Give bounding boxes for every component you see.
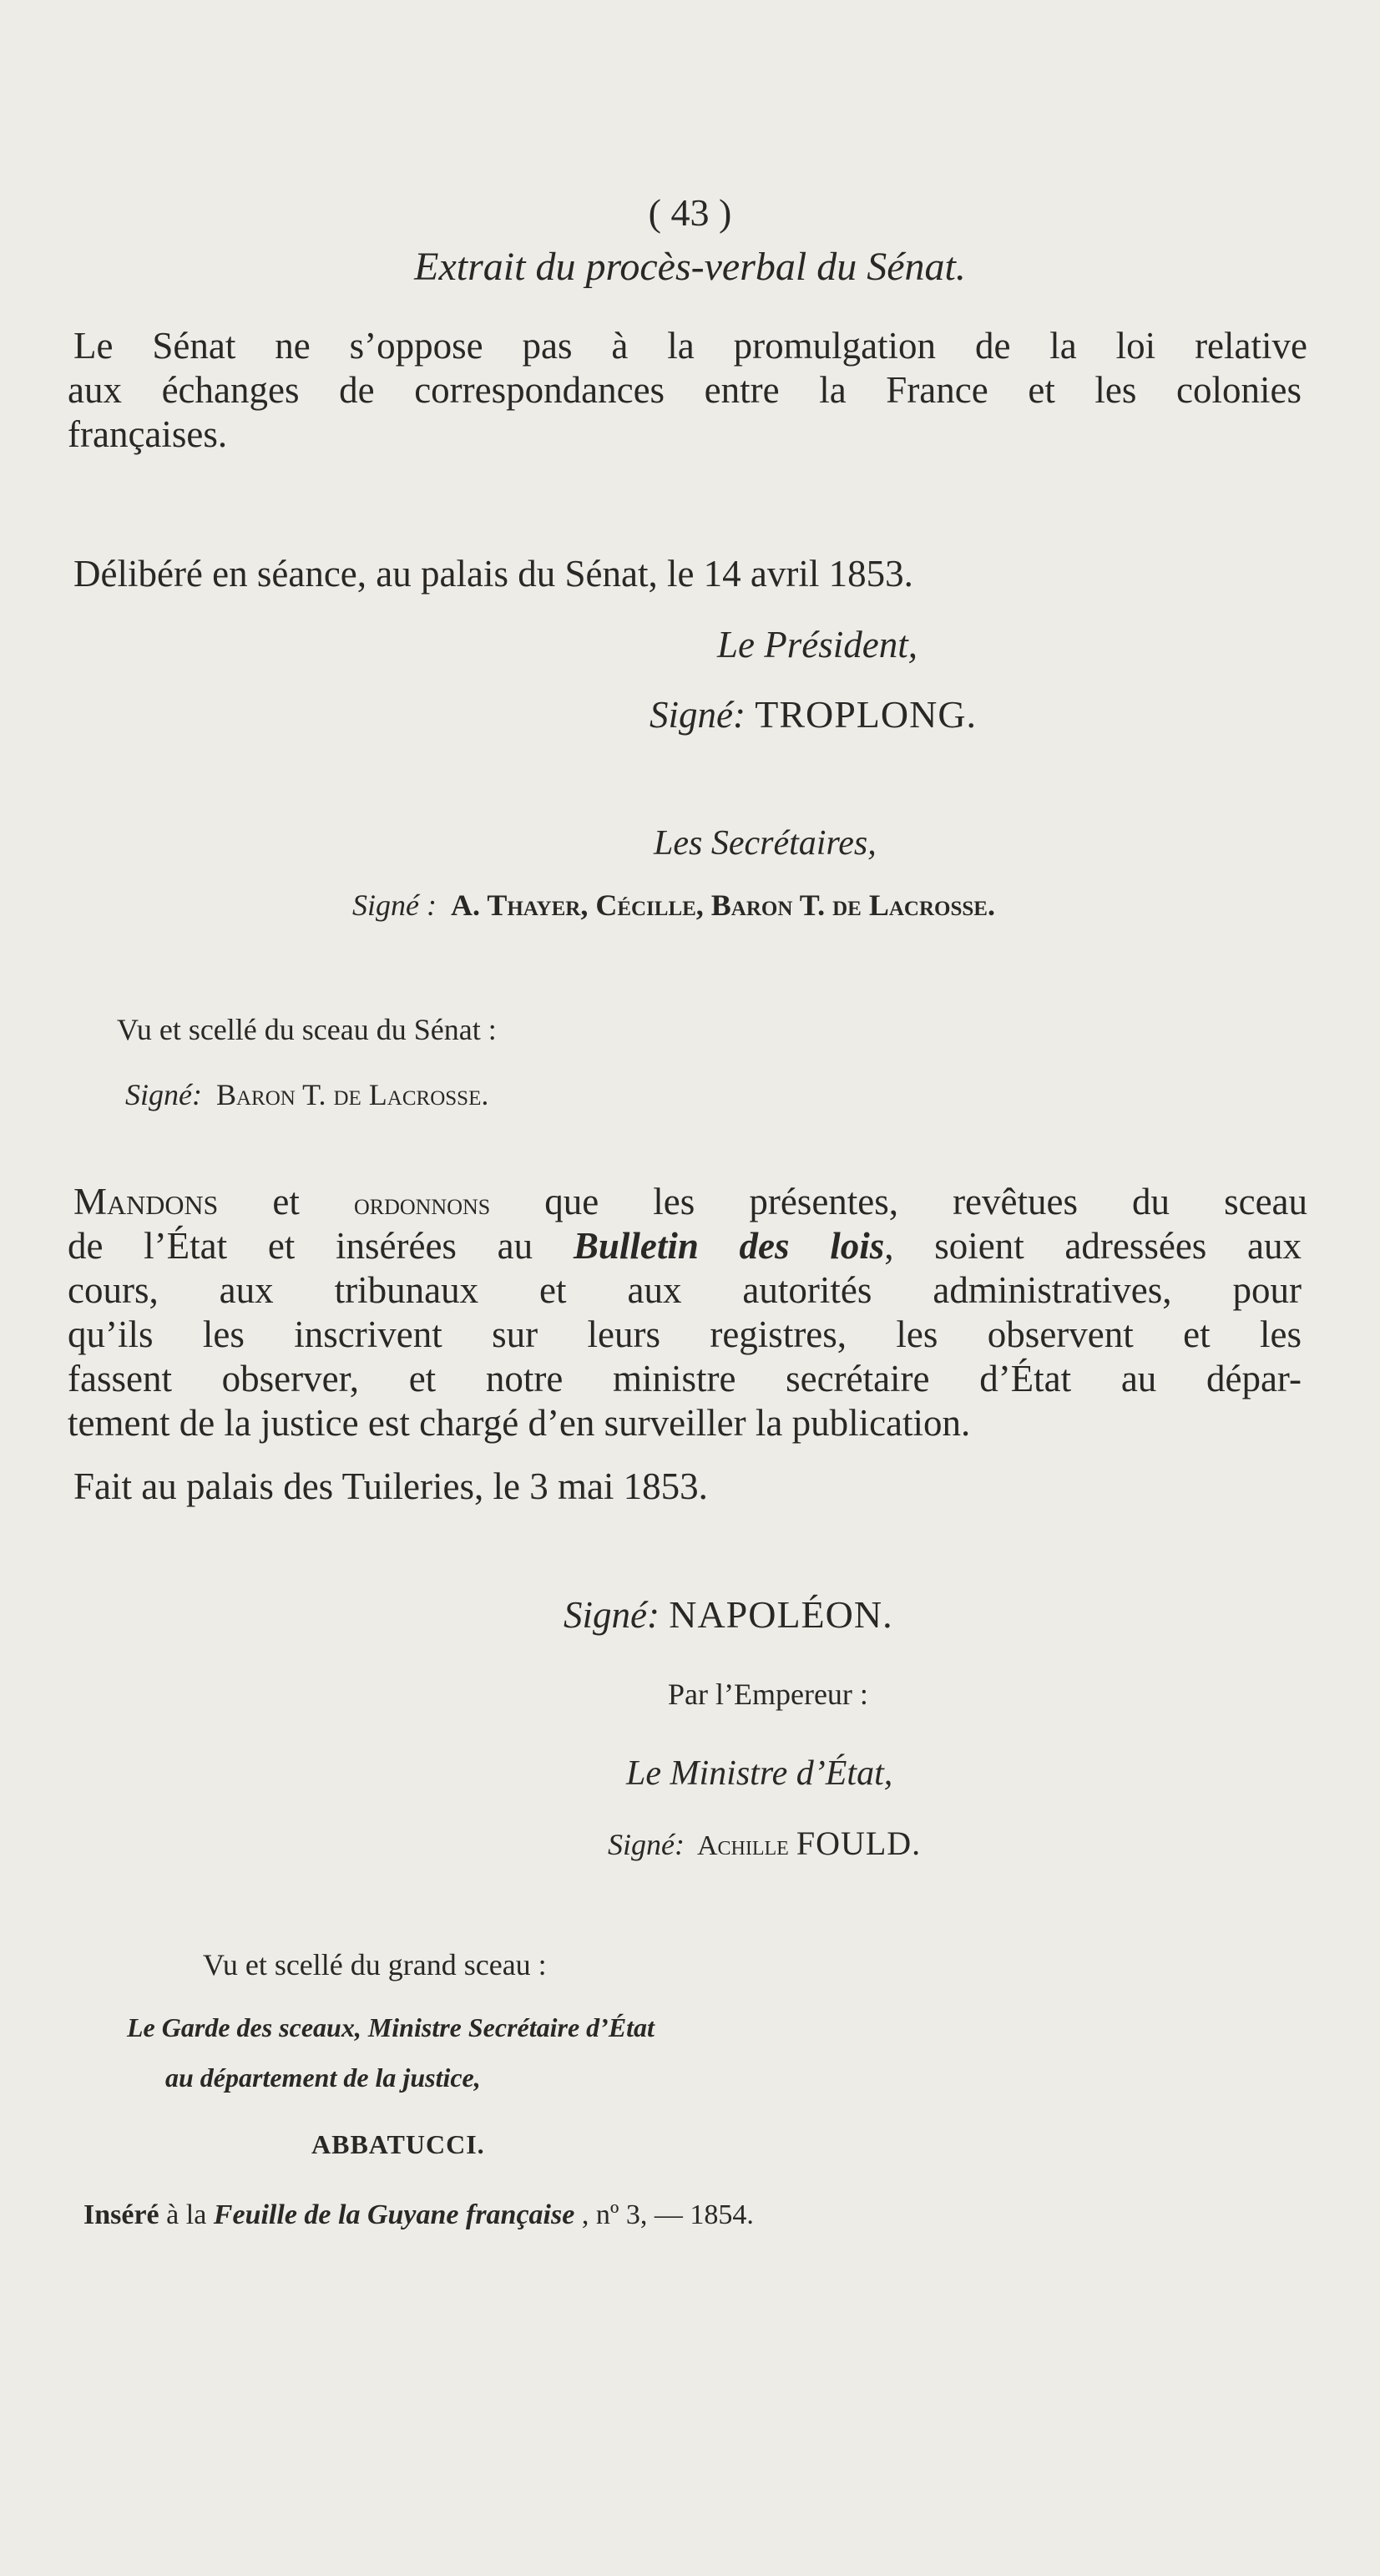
et-word: et xyxy=(272,1181,300,1222)
mandons-line-2 xyxy=(68,1224,1302,1268)
napoleon-name: NAPOLÉON. xyxy=(669,1593,893,1636)
par-empereur: Par l’Empereur : xyxy=(668,1678,868,1711)
grand-sceau-line: Vu et scellé du grand sceau : xyxy=(203,1948,547,1981)
seal-senat-signature xyxy=(125,1077,488,1112)
napoleon-signature xyxy=(564,1593,893,1637)
signe-label: Signé: xyxy=(564,1594,660,1636)
president-signature xyxy=(650,693,977,736)
signe-label: Signé: xyxy=(125,1078,202,1111)
signe-label: Signé: xyxy=(608,1828,685,1861)
president-title: Le Président, xyxy=(717,624,917,666)
ministre-first-name: Achille xyxy=(696,1830,789,1861)
ordonnons-word: ordonnons xyxy=(353,1187,491,1221)
garde-line-2: au département de la justice, xyxy=(165,2062,481,2093)
section-title: Extrait du procès-verbal du Sénat. xyxy=(414,245,966,289)
secretaires-names: A. Thayer, Cécille, Baron T. de Lacrosse. xyxy=(450,888,995,922)
ministre-signature xyxy=(608,1824,921,1863)
senat-line-2: aux échanges de correspondances entre la France et les colonies xyxy=(68,369,1302,411)
abbatucci-name: ABBATUCCI. xyxy=(311,2129,485,2159)
signe-label: Signé: xyxy=(650,694,746,736)
bulletin-des-lois: Bulletin des lois xyxy=(573,1225,885,1267)
mandons-line-4: qu’ils les inscrivent sur leurs registres, les observent et les xyxy=(68,1313,1302,1355)
signe-label: Signé : xyxy=(352,888,437,922)
mandons-line-6: tement de la justice est chargé d’en surveiller la publication. xyxy=(68,1402,971,1444)
delibere-line: Délibéré en séance, au palais du Sénat, le 14 avril 1853. xyxy=(73,553,913,595)
garde-line-1: Le Garde des sceaux, Ministre Secrétaire d’État xyxy=(127,2012,655,2042)
seal-senat-name: Baron T. de Lacrosse. xyxy=(215,1078,489,1111)
insere-word: Inséré xyxy=(83,2199,159,2230)
senat-line-1: Le Sénat ne s’oppose pas à la promulgation de la loi relative xyxy=(73,325,1307,367)
feuille-guyane: Feuille de la Guyane française xyxy=(213,2199,575,2230)
insere-rest: , nº 3, — 1854. xyxy=(581,2199,754,2230)
fait-line: Fait au palais des Tuileries, le 3 mai 1853. xyxy=(73,1465,708,1507)
senat-line-3: françaises. xyxy=(68,413,228,455)
ministre-title: Le Ministre d’État, xyxy=(626,1754,893,1793)
president-name: TROPLONG. xyxy=(755,693,978,736)
seal-senat-line: Vu et scellé du sceau du Sénat : xyxy=(117,1013,497,1046)
mandons-word: Mandons xyxy=(73,1181,219,1222)
secretaires-signature xyxy=(352,888,995,923)
mandons-line-2-b: , soient adressées aux xyxy=(884,1225,1302,1267)
a-la-word: à la xyxy=(166,2199,207,2230)
mandons-line-2-a: de l’État et insérées au xyxy=(68,1225,533,1267)
ministre-last-name: FOULD. xyxy=(796,1824,922,1862)
secretaires-title: Les Secrétaires, xyxy=(654,824,877,863)
mandons-line-1-rest: que les présentes, revêtues du sceau xyxy=(544,1181,1307,1222)
mandons-line-1 xyxy=(73,1180,1307,1226)
page-number: ( 43 ) xyxy=(648,191,732,234)
insere-line xyxy=(83,2199,754,2231)
mandons-line-3: cours, aux tribunaux et aux autorités administratives, pour xyxy=(68,1269,1302,1311)
mandons-line-5: fassent observer, et notre ministre secrétaire d’État au dépar- xyxy=(68,1358,1302,1399)
